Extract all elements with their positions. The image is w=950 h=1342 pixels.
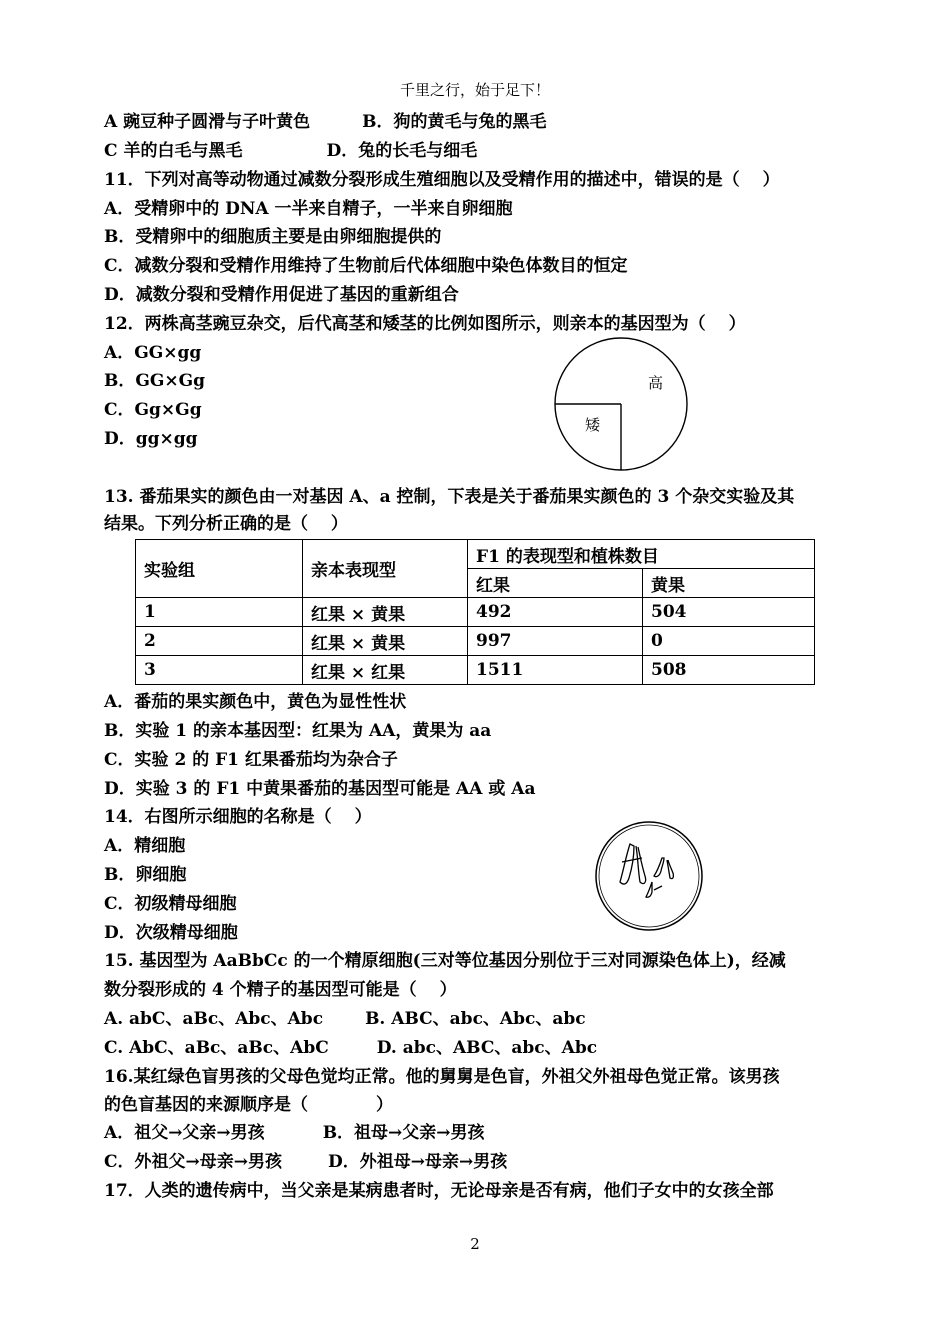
q16-options-ab (104, 1122, 485, 1144)
q12-option-d: D．gg×gg (104, 429, 198, 449)
q10-option-a: A 豌豆种子圆滑与子叶黄色 (104, 112, 311, 132)
q15-option-c: C. AbC、aBc、aBc、AbC (104, 1038, 329, 1058)
q14-option-d: D．次级精母细胞 (104, 923, 238, 943)
q13-option-b: B．实验 1 的亲本基因型：红果为 AA，黄果为 aa (104, 721, 492, 741)
q15-options-ab (104, 1008, 586, 1030)
cell-outer-membrane (596, 822, 702, 930)
cell-parent: 红果 × 黄果 (303, 627, 468, 656)
q13-stem-line1: 13. 番茄果实的颜色由一对基因 A、a 控制，下表是关于番茄果实颜色的 3 个杂交实验及其 (104, 487, 795, 507)
q10-option-b: B．狗的黄毛与兔的黑毛 (362, 112, 547, 132)
table-header-row (136, 540, 815, 569)
q11-option-c: C．减数分裂和受精作用维持了生物前后代体细胞中染色体数目的恒定 (104, 256, 628, 276)
q13-option-a: A．番茄的果实颜色中，黄色为显性性状 (104, 692, 407, 712)
q13-option-d: D．实验 3 的 F1 中黄果番茄的基因型可能是 AA 或 Aa (104, 779, 536, 799)
cell-red: 492 (468, 598, 643, 627)
q13-option-c: C．实验 2 的 F1 红果番茄均为杂合子 (104, 750, 398, 770)
q15-options-cd (104, 1037, 597, 1059)
q15-stem-line2: 数分裂形成的 4 个精子的基因型可能是（ ） (104, 980, 457, 1000)
q12-stem: 12．两株高茎豌豆杂交，后代高茎和矮茎的比例如图所示，则亲本的基因型为（ ） (104, 314, 746, 334)
pie-figure (548, 337, 694, 471)
q11-stem: 11．下列对高等动物通过减数分裂形成生殖细胞以及受精作用的描述中，错误的是（ ） (104, 170, 780, 190)
q15-option-a: A. abC、aBc、Abc、Abc (104, 1009, 324, 1029)
q16-option-d: D．外祖母→母亲→男孩 (328, 1152, 508, 1172)
cell-parent: 红果 × 红果 (303, 656, 468, 685)
q10-options-cd (104, 140, 477, 162)
header-red: 红果 (468, 569, 643, 598)
q15-option-b: B. ABC、abc、Abc、abc (365, 1009, 586, 1029)
header-parent: 亲本表现型 (303, 540, 468, 598)
q14-stem: 14．右图所示细胞的名称是（ ） (104, 807, 372, 827)
cell-group: 3 (136, 656, 303, 685)
header-yellow: 黄果 (643, 569, 815, 598)
q15-option-d: D. abc、ABC、abc、Abc (376, 1038, 598, 1058)
cell-yellow: 508 (643, 656, 815, 685)
q17-stem: 17．人类的遗传病中，当父亲是某病患者时，无论母亲是否有病，他们子女中的女孩全部 (104, 1181, 774, 1201)
q11-option-b: B．受精卵中的细胞质主要是由卵细胞提供的 (104, 227, 442, 247)
cell-group: 2 (136, 627, 303, 656)
header-f1: F1 的表现型和植株数目 (468, 540, 815, 569)
table-row (136, 598, 815, 627)
q12-option-c: C．Gg×Gg (104, 400, 202, 420)
q16-stem-line2: 的色盲基因的来源顺序是（ ） (104, 1095, 393, 1115)
q12-option-a: A．GG×gg (104, 343, 202, 363)
cell-group: 1 (136, 598, 303, 627)
q11-option-a: A．受精卵中的 DNA 一半来自精子，一半来自卵细胞 (104, 199, 513, 219)
cell-inner-membrane (599, 825, 699, 927)
q14-option-c: C．初级精母细胞 (104, 894, 237, 914)
q16-option-c: C．外祖父→母亲→男孩 (104, 1152, 283, 1172)
cell-red: 997 (468, 627, 643, 656)
q10-option-c: C 羊的白毛与黑毛 (104, 141, 243, 161)
page-header: 千里之行，始于足下！ (399, 81, 550, 99)
cell-parent: 红果 × 黄果 (303, 598, 468, 627)
cell-red: 1511 (468, 656, 643, 685)
q10-options-ab (104, 111, 546, 133)
q14-option-b: B．卵细胞 (104, 865, 187, 885)
q10-option-d: D．兔的长毛与细毛 (326, 141, 478, 161)
pie-label-tall: 高 (648, 374, 664, 392)
cell-yellow: 0 (643, 627, 815, 656)
table-row (136, 656, 815, 685)
cell-yellow: 504 (643, 598, 815, 627)
q15-stem-line1: 15. 基因型为 AaBbCc 的一个精原细胞(三对等位基因分别位于三对同源染色体上)，经减 (104, 951, 786, 971)
table-row (136, 627, 815, 656)
pie-label-short: 矮 (585, 416, 601, 434)
q16-options-cd (104, 1151, 507, 1173)
q16-option-a: A．祖父→父亲→男孩 (104, 1123, 265, 1143)
q14-option-a: A．精细胞 (104, 836, 186, 856)
q16-option-b: B．祖母→父亲→男孩 (322, 1123, 485, 1143)
header-group: 实验组 (136, 540, 303, 598)
page-number: 2 (470, 1235, 480, 1253)
cell-figure (594, 820, 706, 932)
q11-option-d: D．减数分裂和受精作用促进了基因的重新组合 (104, 285, 459, 305)
chromosome-large (620, 844, 646, 884)
q13-stem-line2: 结果。下列分析正确的是（ ） (104, 514, 348, 534)
cross-results-table (135, 539, 815, 685)
q16-stem-line1: 16.某红绿色盲男孩的父母色觉均正常。他的舅舅是色盲，外祖父外祖母色觉正常。该男孩 (104, 1067, 780, 1087)
chromosome-small (646, 858, 673, 897)
q12-option-b: B．GG×Gg (104, 371, 206, 391)
